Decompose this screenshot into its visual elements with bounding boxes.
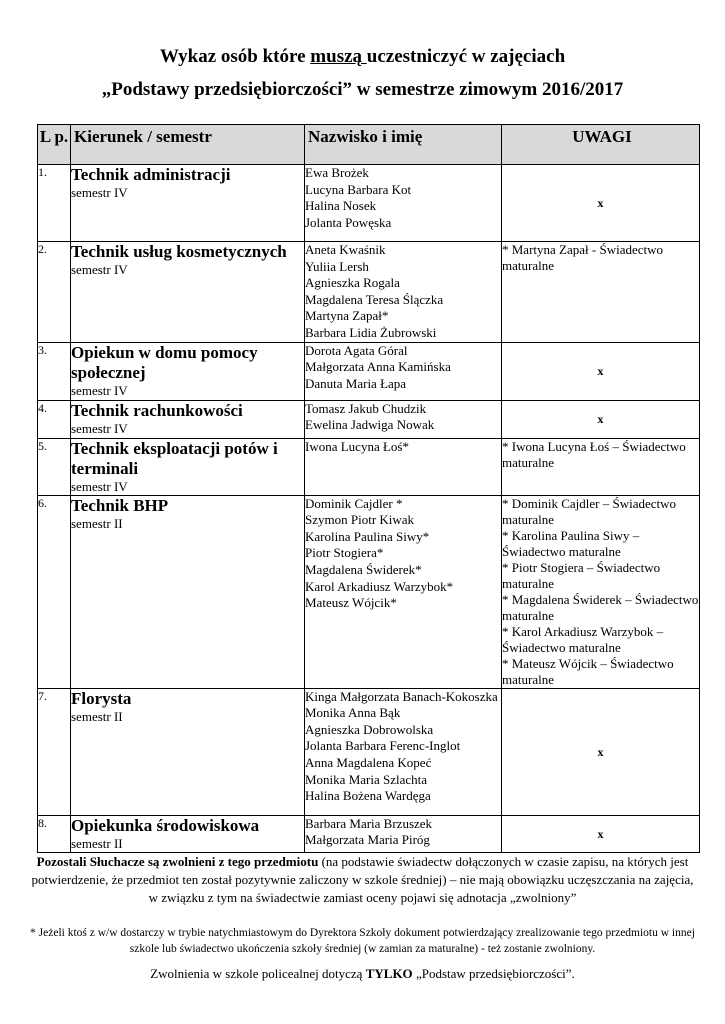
student-name: Danuta Maria Łapa (305, 375, 407, 391)
kierunek-cell (71, 242, 305, 343)
uwagi-cell (502, 815, 700, 852)
uwagi-cell (502, 688, 700, 815)
kierunek-cell (71, 342, 305, 400)
names-cell (305, 242, 502, 343)
student-name: Jolanta Powęska (305, 214, 392, 230)
row-number: 3. (38, 342, 71, 400)
kierunek-cell (71, 438, 305, 495)
student-name: Dominik Cajdler * (305, 495, 403, 511)
student-name: Małgorzata Anna Kamińska (305, 359, 451, 375)
table-body (38, 165, 700, 853)
student-name: Dorota Agata Góral (305, 342, 408, 358)
student-name: Agnieszka Dobrowolska (305, 721, 434, 737)
document-title-line1 (0, 46, 725, 68)
footer-final-note (30, 966, 695, 982)
names-cell (305, 165, 502, 242)
footer-exemption-note (30, 853, 695, 907)
semestr-label: semestr IV (71, 185, 128, 200)
student-name: Jolanta Barbara Ferenc-Inglot (305, 738, 461, 754)
footer-text: (na podstawie świadectw dołączonych w czasie zapisu, na których jest potwierdzenie, że przedmiot ten został pozytywnie zaliczony w szkole średniej) – nie mają obowiązku uczęszczania na zajęcia, w związku z tym na świadectwie zamiast oceny pojawi się adnotacja „zwolniony” (31, 854, 694, 905)
student-name: Lucyna Barbara Kot (305, 181, 412, 197)
semestr-label: semestr IV (71, 478, 128, 494)
student-name: Magdalena Świderek* (305, 561, 422, 577)
participants-table (37, 124, 700, 853)
student-name: Agnieszka Rogala (305, 275, 400, 291)
row-number: 4. (38, 400, 71, 438)
header-nazwisko: Nazwisko i imię (305, 125, 502, 165)
student-name: Magdalena Teresa Ślączka (305, 291, 444, 307)
student-name: Ewelina Jadwiga Nowak (305, 417, 435, 433)
kierunek-name: Technik BHP (71, 495, 169, 515)
uwaga-entry: * Piotr Stogiera – Świadectwo maturalne (502, 559, 661, 591)
kierunek-name: Opiekunka środowiskowa (71, 815, 260, 835)
student-name: Szymon Piotr Kiwak (305, 512, 415, 528)
title-underlined-word: muszą (310, 46, 367, 67)
kierunek-name: Technik rachunkowości (71, 400, 243, 420)
header-lp: L p. (38, 125, 71, 165)
table-row (38, 688, 700, 815)
student-name: Iwona Lucyna Łoś* (305, 438, 409, 454)
uwaga-entry: x (597, 412, 604, 427)
student-name: Monika Anna Bąk (305, 705, 401, 721)
uwaga-entry: x (597, 196, 604, 210)
uwagi-cell (502, 400, 700, 438)
table-row (38, 342, 700, 400)
uwaga-entry: * Dominik Cajdler – Świadectwo maturalne (502, 495, 677, 527)
uwagi-cell (502, 165, 700, 242)
uwaga-entry: * Mateusz Wójcik – Świadectwo maturalne (502, 655, 674, 687)
footer-asterisk-note: * Jeżeli ktoś z w/w dostarczy w trybie natychmiastowym do Dyrektora Szkoły dokument potwierdzający zrealizowanie tego przedmiotu w innej szkole lub świadectwo ukończenia szkoły średniej (w zamian za maturalne) - też zostanie zwolniony. (30, 927, 695, 955)
semestr-label: semestr II (71, 515, 123, 531)
footer-bold-text: Pozostali Słuchacze są zwolnieni z tego przedmiotu (36, 854, 319, 869)
semestr-label: semestr II (71, 835, 123, 851)
uwaga-entry: * Martyna Zapał - Świadectwo maturalne (502, 242, 664, 273)
kierunek-name: Florysta (71, 688, 132, 708)
semestr-label: semestr IV (71, 420, 128, 436)
student-name: Barbara Maria Brzuszek (305, 815, 433, 831)
uwaga-entry: x (597, 744, 604, 759)
student-name: Martyna Zapał* (305, 308, 389, 324)
row-number: 8. (38, 815, 71, 852)
uwaga-entry: x (597, 826, 604, 841)
kierunek-cell (71, 400, 305, 438)
footer-final-text: Zwolnienia w szkole policealnej dotyczą (150, 966, 366, 981)
student-name: Karol Arkadiusz Warzybok* (305, 578, 454, 594)
student-name: Barbara Lidia Żubrowski (305, 324, 437, 340)
row-number: 5. (38, 438, 71, 495)
kierunek-cell (71, 495, 305, 688)
student-name: Aneta Kwaśnik (305, 242, 386, 257)
table-row (38, 400, 700, 438)
semestr-label: semestr IV (71, 382, 128, 398)
title-text-end: uczestniczyć w zajęciach (366, 46, 566, 67)
uwagi-cell (502, 242, 700, 343)
student-name: Mateusz Wójcik* (305, 595, 397, 611)
student-name: Yuliia Lersh (305, 258, 369, 274)
row-number: 2. (38, 242, 71, 343)
semestr-label: semestr IV (71, 262, 128, 277)
student-name: Piotr Stogiera* (305, 545, 384, 561)
table-row (38, 165, 700, 242)
names-cell (305, 342, 502, 400)
table-row (38, 242, 700, 343)
student-name: Halina Nosek (305, 198, 377, 214)
row-number: 1. (38, 165, 71, 242)
names-cell (305, 495, 502, 688)
row-number: 7. (38, 688, 71, 815)
footer-final-bold: TYLKO (365, 966, 413, 981)
uwaga-entry: * Karol Arkadiusz Warzybok – Świadectwo maturalne (502, 623, 664, 655)
kierunek-cell (71, 688, 305, 815)
uwaga-entry: * Karolina Paulina Siwy – Świadectwo maturalne (502, 527, 640, 559)
header-uwagi: UWAGI (502, 125, 700, 165)
names-cell (305, 400, 502, 438)
table-row (38, 495, 700, 688)
student-name: Ewa Brożek (305, 165, 369, 180)
kierunek-name: Technik administracji (71, 165, 231, 184)
student-name: Monika Maria Szlachta (305, 771, 428, 787)
kierunek-cell (71, 815, 305, 852)
table-row (38, 815, 700, 852)
kierunek-cell (71, 165, 305, 242)
names-cell (305, 438, 502, 495)
kierunek-name: Technik eksploatacji potów i terminali (71, 438, 278, 478)
student-name: Małgorzata Maria Piróg (305, 832, 430, 848)
title-text: Wykaz osób które (159, 46, 311, 67)
uwagi-cell (502, 342, 700, 400)
table-row (38, 438, 700, 495)
header-kierunek: Kierunek / semestr (71, 125, 305, 165)
document-title-line2: „Podstawy przedsiębiorczości” w semestrze zimowym 2016/2017 (101, 79, 624, 100)
student-name: Karolina Paulina Siwy* (305, 528, 430, 544)
uwagi-cell (502, 495, 700, 688)
student-name: Kinga Małgorzata Banach-Kokoszka (305, 688, 498, 704)
table-header-row (38, 125, 700, 165)
kierunek-name: Opiekun w domu pomocy społecznej (71, 342, 258, 382)
names-cell (305, 815, 502, 852)
student-name: Anna Magdalena Kopeć (305, 754, 432, 770)
student-name: Halina Bożena Wardęga (305, 788, 431, 804)
row-number: 6. (38, 495, 71, 688)
uwaga-entry: * Iwona Lucyna Łoś – Świadectwo maturalne (502, 438, 686, 470)
uwagi-cell (502, 438, 700, 495)
semestr-label: semestr II (71, 708, 123, 724)
kierunek-name: Technik usług kosmetycznych (71, 242, 287, 261)
footer-final-end: „Podstaw przedsiębiorczości”. (412, 966, 575, 981)
uwaga-entry: * Magdalena Świderek – Świadectwo maturalne (502, 591, 699, 623)
names-cell (305, 688, 502, 815)
student-name: Tomasz Jakub Chudzik (305, 400, 427, 416)
uwaga-entry: x (597, 364, 604, 379)
